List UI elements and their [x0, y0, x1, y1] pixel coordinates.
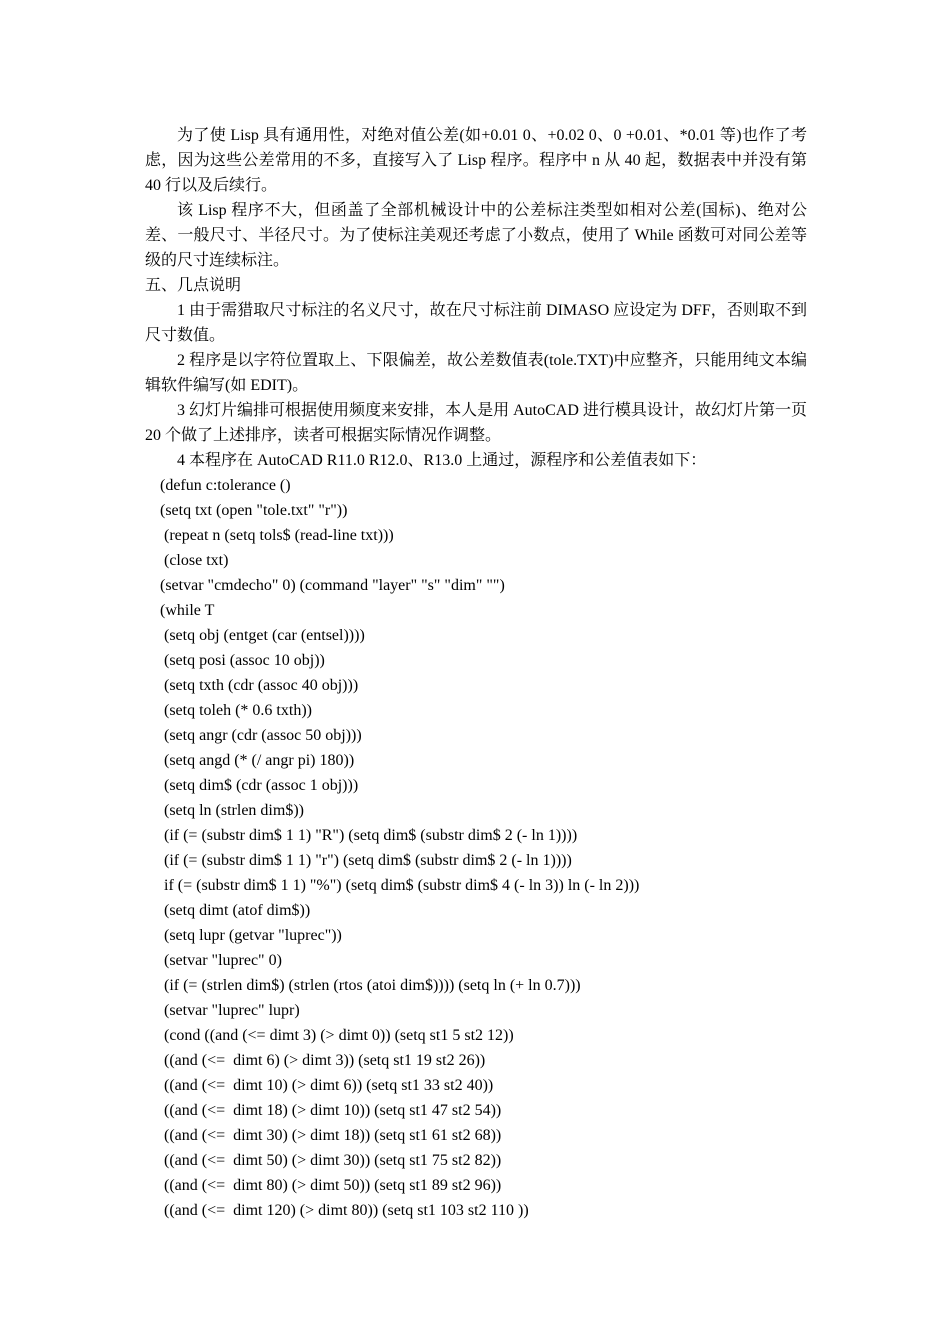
code-line: (cond ((and (<= dimt 3) (> dimt 0)) (setq st1 5 st2 12)) [160, 1027, 514, 1044]
code-line: ((and (<= dimt 80) (> dimt 50)) (setq st1 89 st2 96)) [160, 1177, 502, 1194]
note-1: 1 由于需猎取尺寸标注的名义尺寸，故在尺寸标注前 DIMASO 应设定为 DFF，否则取不到尺寸数值。 [145, 302, 807, 344]
note-4: 4 本程序在 AutoCAD R11.0 R12.0、R13.0 上通过，源程序和公差值表如下： [177, 452, 707, 469]
code-line: (setq dimt (atof dim$)) [160, 902, 311, 919]
code-line: (setq txth (cdr (assoc 40 obj))) [160, 677, 359, 694]
code-line: (setq dim$ (cdr (assoc 1 obj))) [160, 777, 359, 794]
code-line: (setvar "luprec" lupr) [160, 1002, 300, 1019]
code-line: (defun c:tolerance () [160, 477, 291, 494]
code-line: (setq angd (* (/ angr pi) 180)) [160, 752, 355, 769]
code-line: (if (= (strlen dim$) (strlen (rtos (atoi dim$)))) (setq ln (+ ln 0.7))) [160, 977, 581, 994]
code-line: (repeat n (setq tols$ (read-line txt))) [160, 527, 394, 544]
code-line: (setq ln (strlen dim$)) [160, 802, 304, 819]
code-line: (if (= (substr dim$ 1 1) "R") (setq dim$ (substr dim$ 2 (- ln 1)))) [160, 827, 578, 844]
code-line: (setq obj (entget (car (entsel)))) [160, 627, 365, 644]
code-line: if (= (substr dim$ 1 1) "%") (setq dim$ (substr dim$ 4 (- ln 3)) ln (- ln 2))) [160, 877, 640, 894]
document-page [145, 123, 807, 1223]
code-line: (setvar "luprec" 0) [160, 952, 282, 969]
code-line: ((and (<= dimt 18) (> dimt 10)) (setq st1 47 st2 54)) [160, 1102, 502, 1119]
code-line: ((and (<= dimt 10) (> dimt 6)) (setq st1 33 st2 40)) [160, 1077, 494, 1094]
code-line: (while T [160, 602, 215, 619]
paragraph-generality: 为了使 Lisp 具有通用性，对绝对值公差(如+0.01 0、+0.02 0、0 +0.01、*0.01 等)也作了考虑，因为这些公差常用的不多，直接写入了 Lisp 程序。程序中 n 从 40 起，数据表中并没有第 40 行以及后续行。 [145, 127, 807, 194]
code-line: (setq txt (open "tole.txt" "r")) [160, 502, 348, 519]
code-line: (setq posi (assoc 10 obj)) [160, 652, 325, 669]
code-line: (setvar "cmdecho" 0) (command "layer" "s" "dim" "") [160, 577, 505, 594]
paragraph-program-scope: 该 Lisp 程序不大，但函盖了全部机械设计中的公差标注类型如相对公差(国标)、绝对公差、一般尺寸、半径尺寸。为了使标注美观还考虑了小数点，使用了 While 函数可对同公差等级的尺寸连续标注。 [145, 202, 807, 269]
code-line: ((and (<= dimt 50) (> dimt 30)) (setq st1 75 st2 82)) [160, 1152, 502, 1169]
note-2: 2 程序是以字符位置取上、下限偏差，故公差数值表(tole.TXT)中应整齐，只能用纯文本编辑软件编写(如 EDIT)。 [145, 352, 807, 394]
section-heading-notes: 五、几点说明 [145, 277, 242, 294]
code-line: ((and (<= dimt 120) (> dimt 80)) (setq st1 103 st2 110 )) [160, 1202, 529, 1219]
code-line: (setq toleh (* 0.6 txth)) [160, 702, 312, 719]
note-3: 3 幻灯片编排可根据使用频度来安排，本人是用 AutoCAD 进行模具设计，故幻灯片第一页 20 个做了上述排序，读者可根据实际情况作调整。 [145, 402, 807, 444]
code-line: ((and (<= dimt 6) (> dimt 3)) (setq st1 19 st2 26)) [160, 1052, 486, 1069]
code-line: ((and (<= dimt 30) (> dimt 18)) (setq st1 61 st2 68)) [160, 1127, 502, 1144]
lisp-source-code [145, 473, 807, 1223]
code-line: (close txt) [160, 552, 229, 569]
code-line: (setq lupr (getvar "luprec")) [160, 927, 342, 944]
code-line: (if (= (substr dim$ 1 1) "r") (setq dim$ (substr dim$ 2 (- ln 1)))) [160, 852, 572, 869]
code-line: (setq angr (cdr (assoc 50 obj))) [160, 727, 362, 744]
